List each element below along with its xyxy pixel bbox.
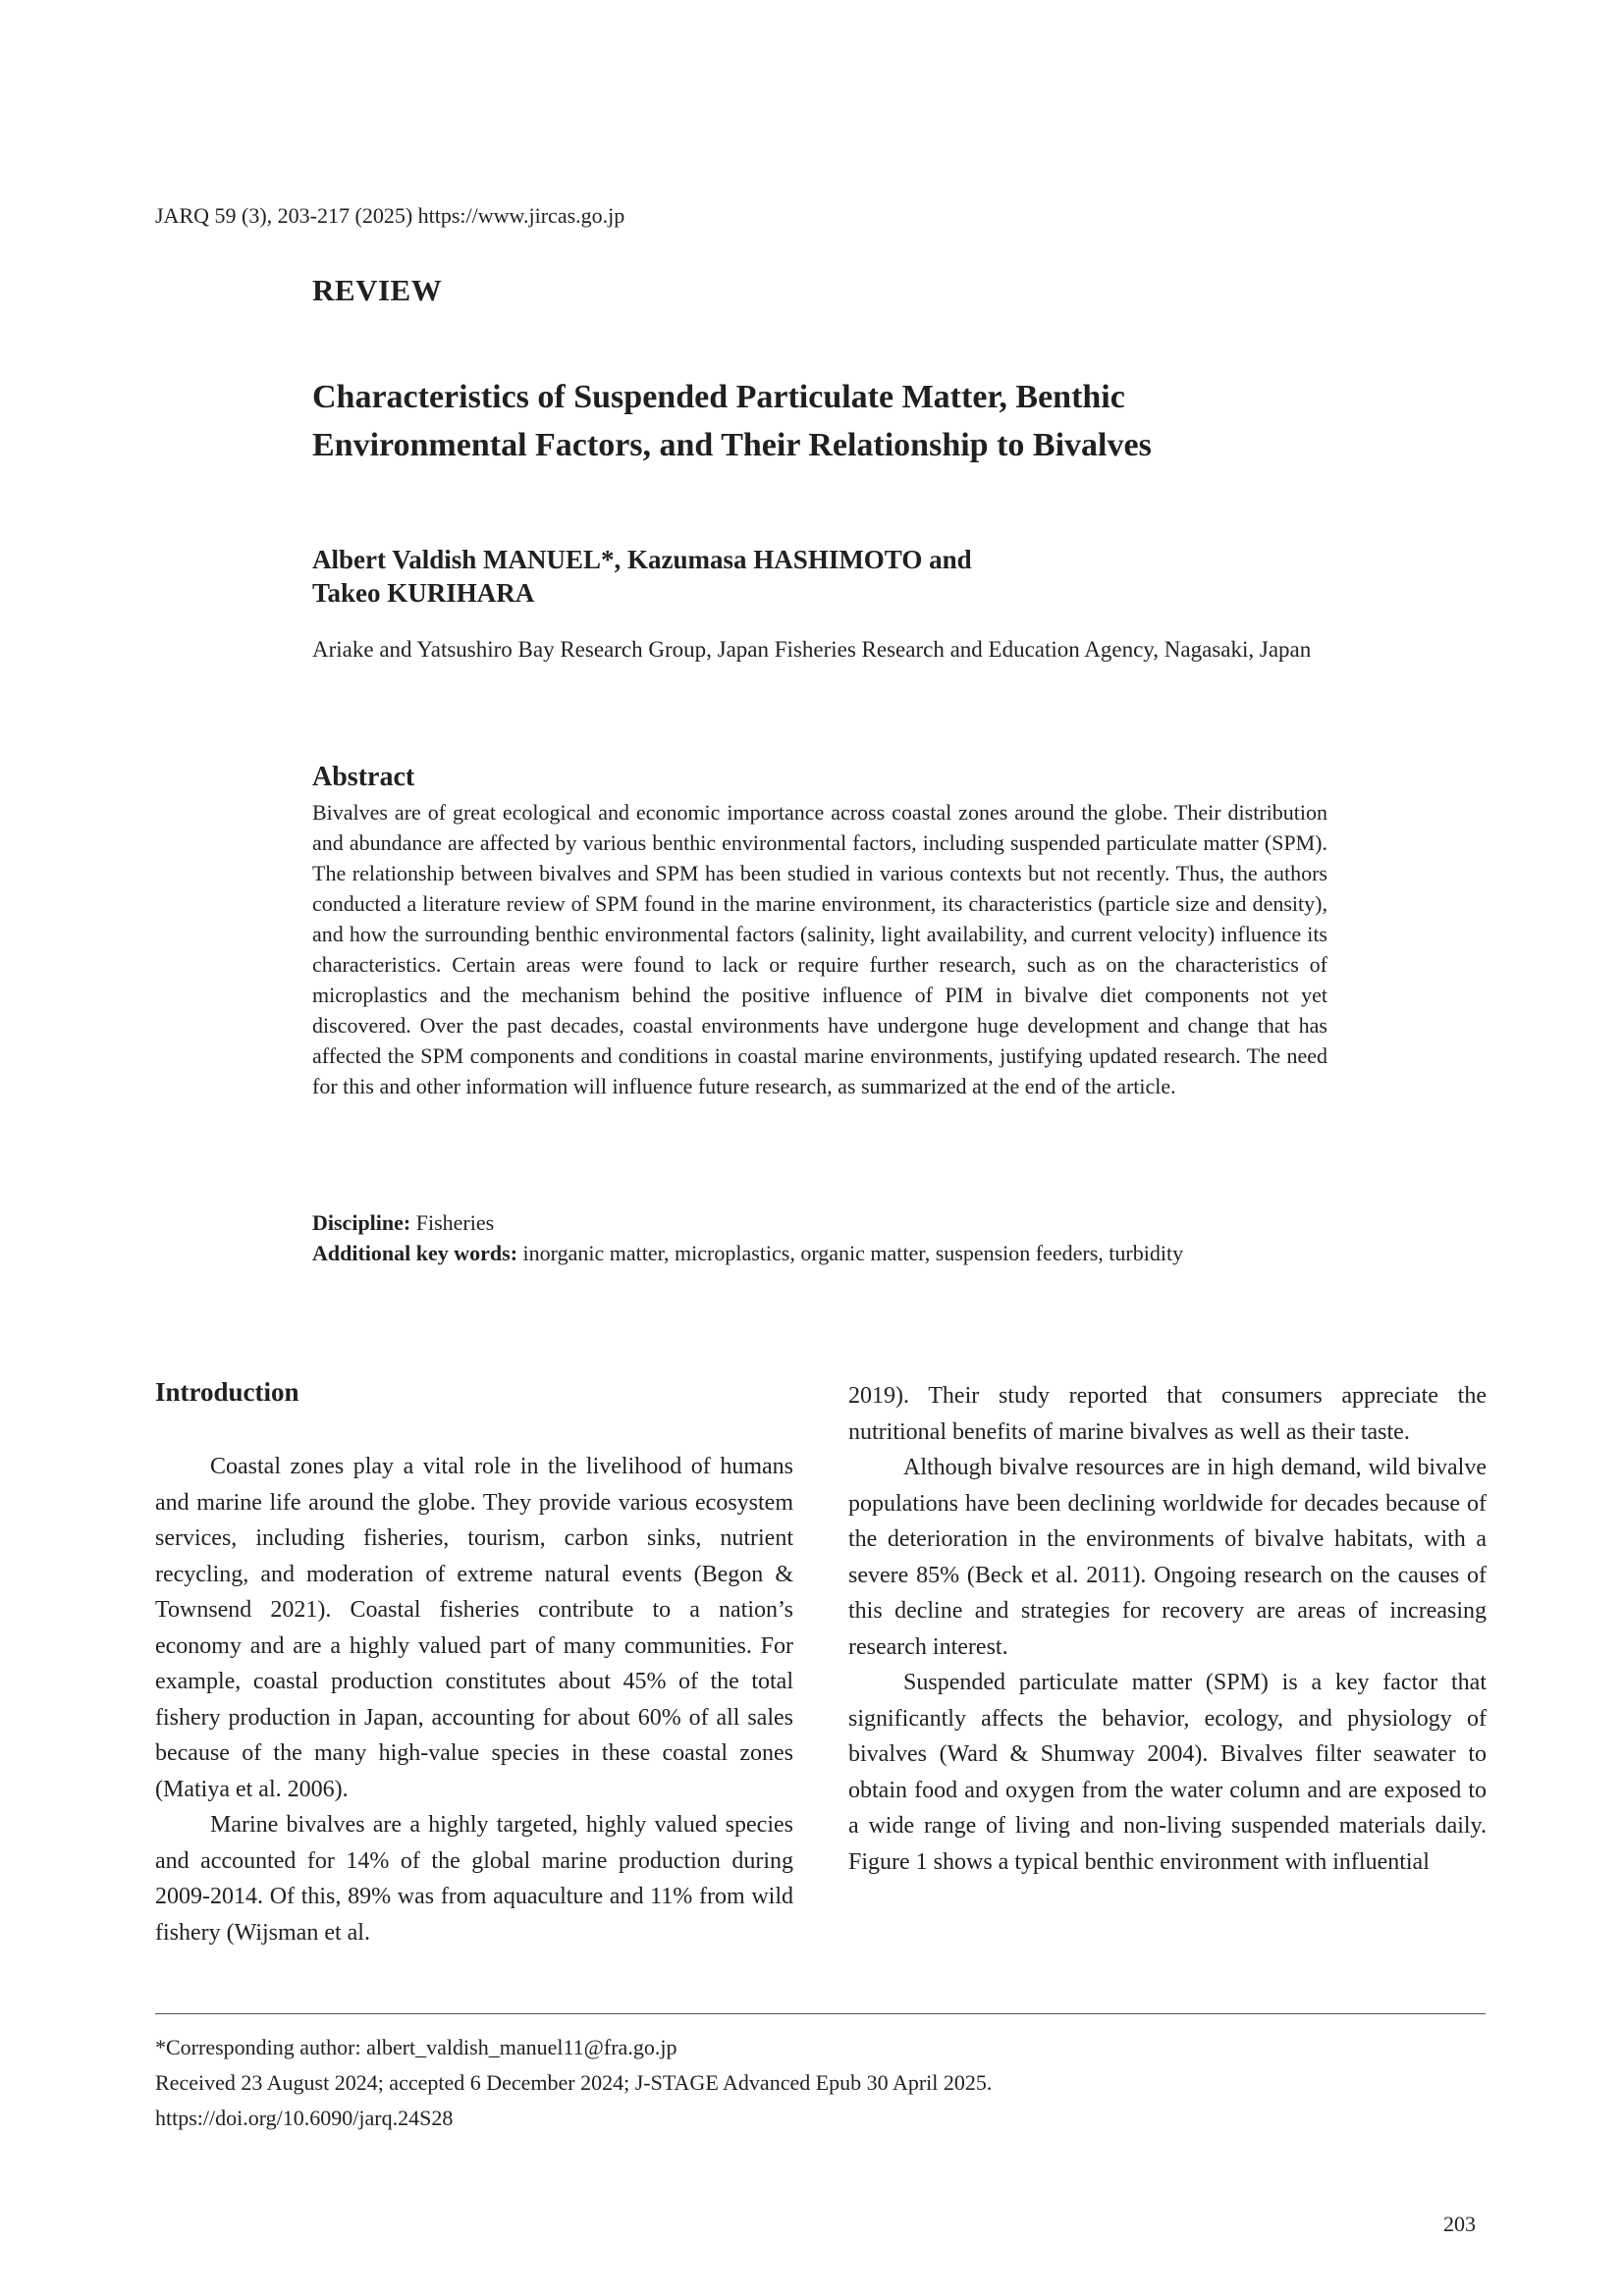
introduction-heading: Introduction	[155, 1377, 299, 1407]
discipline-line	[312, 1207, 1333, 1238]
discipline-label: Discipline:	[312, 1210, 411, 1235]
abstract-heading: Abstract	[312, 762, 415, 792]
additional-keywords-value: inorganic matter, microplastics, organic matter, suspension feeders, turbidity	[517, 1241, 1184, 1265]
keywords-block	[312, 1207, 1333, 1268]
body-column-right	[848, 1378, 1487, 1880]
paragraph: Suspended particulate matter (SPM) is a key factor that significantly affects the behavior, ecology, and physiology of bivalves (Ward & Shumway 2004). Bivalves filter seawater to obtain food and oxygen from the water column and are exposed to a wide range of living and non-living suspended materials daily. Figure 1 shows a typical benthic environment with influential	[848, 1670, 1487, 1875]
dates-note: Received 23 August 2024; accepted 6 December 2024; J-STAGE Advanced Epub 30 April 2025.	[155, 2070, 993, 2095]
article-title	[312, 373, 1353, 469]
paragraph: Although bivalve resources are in high demand, wild bivalve populations have been declining worldwide for decades because of the deterioration in the environments of bivalve habitats, with a severe 85% (Beck et al. 2011). Ongoing research on the causes of this decline and strategies for recovery are areas of increasing research interest.	[848, 1455, 1487, 1660]
additional-keywords-label: Additional key words:	[312, 1241, 518, 1265]
additional-keywords-line	[312, 1238, 1333, 1268]
author-line: Takeo KURIHARA	[312, 578, 535, 608]
journal-citation-line: JARQ 59 (3), 203-217 (2025) https://www.jircas.go.jp	[155, 203, 625, 228]
title-line: Characteristics of Suspended Particulate Matter, Benthic	[312, 379, 1125, 415]
body-column-left	[155, 1449, 793, 1950]
title-line: Environmental Factors, and Their Relationship to Bivalves	[312, 427, 1152, 463]
affiliation: Ariake and Yatsushiro Bay Research Group, Japan Fisheries Research and Education Agency, Nagasaki, Japan	[312, 637, 1312, 662]
author-line: Albert Valdish MANUEL*, Kazumasa HASHIMOTO and	[312, 545, 972, 574]
page-number: 203	[1443, 2212, 1476, 2236]
article-type-label: REVIEW	[312, 273, 443, 307]
discipline-value: Fisheries	[410, 1210, 495, 1235]
paragraph: Coastal zones play a vital role in the livelihood of humans and marine life around the globe. They provide various ecosystem services, including fisheries, tourism, carbon sinks, nutrient recycling, and moderation of extreme natural events (Begon & Townsend 2021). Coastal fisheries contribute to a nation’s economy and are a highly valued part of many communities. For example, coastal production constitutes about 45% of the total fishery production in Japan, accounting for about 60% of all sales because of the many high-value species in these coastal zones (Matiya et al. 2006).	[155, 1454, 793, 1802]
paragraph-continuation: 2019). Their study reported that consumers appreciate the nutritional benefits of marine bivalves as well as their taste.	[848, 1383, 1487, 1445]
footnotes	[155, 2030, 1432, 2136]
author-list	[312, 543, 1196, 610]
abstract-body: Bivalves are of great ecological and economic importance across coastal zones around the globe. Their distribution and abundance are affected by various benthic environmental factors, including suspended particulate matter (SPM). The relationship between bivalves and SPM has been studied in various contexts but not recently. Thus, the authors conducted a literature review of SPM found in the marine environment, its characteristics (particle size and density), and how the surrounding benthic environmental factors (salinity, light availability, and current velocity) influence its characteristics. Certain areas were found to lack or require further research, such as on the characteristics of microplastics and the mechanism behind the positive influence of PIM in bivalve diet components not yet discovered. Over the past decades, coastal environments have undergone huge development and change that has affected the SPM components and conditions in coastal marine environments, justifying updated research. The need for this and other information will influence future research, as summarized at the end of the article.	[312, 800, 1327, 1098]
doi-link[interactable]: https://doi.org/10.6090/jarq.24S28	[155, 2106, 454, 2130]
paragraph: Marine bivalves are a highly targeted, highly valued species and accounted for 14% of the global marine production during 2009-2014. Of this, 89% was from aquaculture and 11% from wild fishery (Wijsman et al.	[155, 1812, 793, 1946]
corresponding-author-note: *Corresponding author: albert_valdish_manuel11@fra.go.jp	[155, 2035, 677, 2059]
footnote-divider	[155, 2013, 1486, 2014]
